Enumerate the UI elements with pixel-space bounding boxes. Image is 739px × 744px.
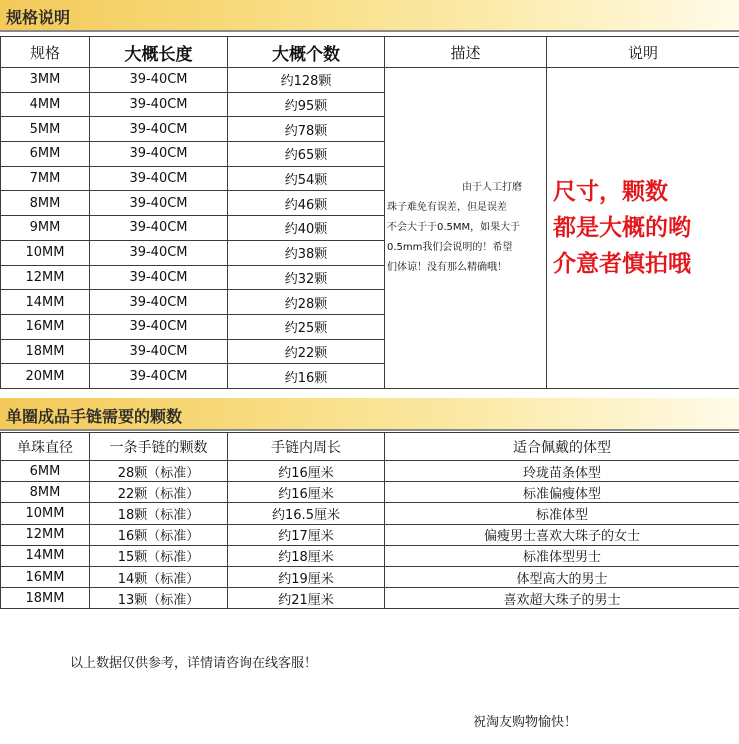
- spec-table: [0, 36, 739, 389]
- spec-size-cell: 7MM: [1, 166, 90, 191]
- description-line: 0.5mm我们会说明的！希望: [387, 241, 513, 253]
- description-line: 珠子难免有误差，但是误差: [387, 201, 507, 213]
- bead-diameter-cell: 6MM: [1, 461, 90, 482]
- header-beads-per-bracelet: 一条手链的颗数: [90, 433, 228, 461]
- spec-count-cell: 约46颗: [228, 191, 385, 216]
- spec-size-cell: 12MM: [1, 265, 90, 290]
- body-type-cell: 标准偏瘦体型: [385, 482, 739, 503]
- spec-header-row: [1, 37, 739, 68]
- spec-length-cell: 39-40CM: [90, 117, 228, 142]
- spec-count-cell: 约38颗: [228, 240, 385, 265]
- beads-per-bracelet-cell: 15颗（标准）: [90, 545, 228, 566]
- spec-size-cell: 16MM: [1, 314, 90, 339]
- spec-length-cell: 39-40CM: [90, 290, 228, 315]
- beads-per-bracelet-cell: 16颗（标准）: [90, 524, 228, 545]
- spec-row: [1, 68, 739, 93]
- inner-circumference-cell: 约19厘米: [228, 566, 385, 587]
- bracelet-row: [1, 588, 739, 609]
- beads-per-bracelet-cell: 14颗（标准）: [90, 566, 228, 587]
- bead-diameter-cell: 8MM: [1, 482, 90, 503]
- inner-circumference-cell: 约17厘米: [228, 524, 385, 545]
- body-type-cell: 标准体型男士: [385, 545, 739, 566]
- spec-count-cell: 约22颗: [228, 339, 385, 364]
- body-type-cell: 偏瘦男士喜欢大珠子的女士: [385, 524, 739, 545]
- bracelet-row: [1, 461, 739, 482]
- spec-count-cell: 约16颗: [228, 364, 385, 389]
- spec-length-cell: 39-40CM: [90, 68, 228, 93]
- bracelet-row: [1, 566, 739, 587]
- shopping-wish: 祝淘友购物愉快！: [473, 715, 578, 730]
- description-line: 不会大于于0.5MM，如果大于: [387, 221, 521, 233]
- spec-size-cell: 3MM: [1, 68, 90, 93]
- spec-length-cell: 39-40CM: [90, 166, 228, 191]
- header-count: 大概个数: [228, 37, 385, 68]
- bracelet-section-title: 单圈成品手链需要的颗数: [6, 407, 183, 426]
- bracelet-row: [1, 482, 739, 503]
- body-type-cell: 标准体型: [385, 503, 739, 524]
- remark-line: 介意者慎拍哦: [553, 250, 691, 277]
- spec-count-cell: 约128颗: [228, 68, 385, 93]
- bead-diameter-cell: 10MM: [1, 503, 90, 524]
- spec-count-cell: 约54颗: [228, 166, 385, 191]
- beads-per-bracelet-cell: 18颗（标准）: [90, 503, 228, 524]
- spec-length-cell: 39-40CM: [90, 142, 228, 167]
- spec-section-title: 规格说明: [6, 8, 71, 27]
- spec-size-cell: 9MM: [1, 216, 90, 241]
- bead-diameter-cell: 16MM: [1, 566, 90, 587]
- spec-length-cell: 39-40CM: [90, 364, 228, 389]
- beads-per-bracelet-cell: 28颗（标准）: [90, 461, 228, 482]
- spec-size-cell: 10MM: [1, 240, 90, 265]
- spec-count-cell: 约95颗: [228, 92, 385, 117]
- inner-circumference-cell: 约16.5厘米: [228, 503, 385, 524]
- spec-length-cell: 39-40CM: [90, 339, 228, 364]
- header-remark: 说明: [547, 37, 739, 68]
- remark-cell: [547, 68, 739, 389]
- spec-section-header: [0, 0, 739, 32]
- beads-per-bracelet-cell: 22颗（标准）: [90, 482, 228, 503]
- spec-size-cell: 20MM: [1, 364, 90, 389]
- spec-size-cell: 14MM: [1, 290, 90, 315]
- header-description: 描述: [385, 37, 547, 68]
- spec-length-cell: 39-40CM: [90, 314, 228, 339]
- reference-notice: 以上数据仅供参考，详情请咨询在线客服！: [70, 656, 318, 671]
- spec-count-cell: 约65颗: [228, 142, 385, 167]
- header-spec: 规格: [1, 37, 90, 68]
- spec-length-cell: 39-40CM: [90, 92, 228, 117]
- beads-per-bracelet-cell: 13颗（标准）: [90, 588, 228, 609]
- spec-size-cell: 8MM: [1, 191, 90, 216]
- bracelet-row: [1, 545, 739, 566]
- bracelet-row: [1, 503, 739, 524]
- spec-count-cell: 约28颗: [228, 290, 385, 315]
- body-type-cell: 玲珑苗条体型: [385, 461, 739, 482]
- bracelet-section-header: [0, 398, 739, 431]
- bead-diameter-cell: 12MM: [1, 524, 90, 545]
- bracelet-table: [0, 432, 739, 609]
- description-line: 由于人工打磨: [462, 181, 522, 193]
- spec-length-cell: 39-40CM: [90, 191, 228, 216]
- spec-size-cell: 18MM: [1, 339, 90, 364]
- inner-circumference-cell: 约21厘米: [228, 588, 385, 609]
- spec-length-cell: 39-40CM: [90, 216, 228, 241]
- spec-length-cell: 39-40CM: [90, 265, 228, 290]
- header-length: 大概长度: [90, 37, 228, 68]
- remark-line: 尺寸，颗数: [553, 178, 668, 205]
- spec-count-cell: 约40颗: [228, 216, 385, 241]
- inner-circumference-cell: 约16厘米: [228, 461, 385, 482]
- inner-circumference-cell: 约18厘米: [228, 545, 385, 566]
- bracelet-header-row: [1, 433, 739, 461]
- description-cell: [385, 68, 547, 389]
- header-diameter: 单珠直径: [1, 433, 90, 461]
- bead-diameter-cell: 18MM: [1, 588, 90, 609]
- header-body-type: 适合佩戴的体型: [385, 433, 739, 461]
- spec-size-cell: 4MM: [1, 92, 90, 117]
- remark-line: 都是大概的哟: [553, 214, 691, 241]
- spec-length-cell: 39-40CM: [90, 240, 228, 265]
- bead-diameter-cell: 14MM: [1, 545, 90, 566]
- spec-count-cell: 约78颗: [228, 117, 385, 142]
- spec-count-cell: 约25颗: [228, 314, 385, 339]
- spec-size-cell: 6MM: [1, 142, 90, 167]
- spec-count-cell: 约32颗: [228, 265, 385, 290]
- bracelet-row: [1, 524, 739, 545]
- header-inner-circumference: 手链内周长: [228, 433, 385, 461]
- description-line: 们体谅！没有那么精确哦！: [387, 261, 507, 273]
- body-type-cell: 体型高大的男士: [385, 566, 739, 587]
- inner-circumference-cell: 约16厘米: [228, 482, 385, 503]
- body-type-cell: 喜欢超大珠子的男士: [385, 588, 739, 609]
- spec-size-cell: 5MM: [1, 117, 90, 142]
